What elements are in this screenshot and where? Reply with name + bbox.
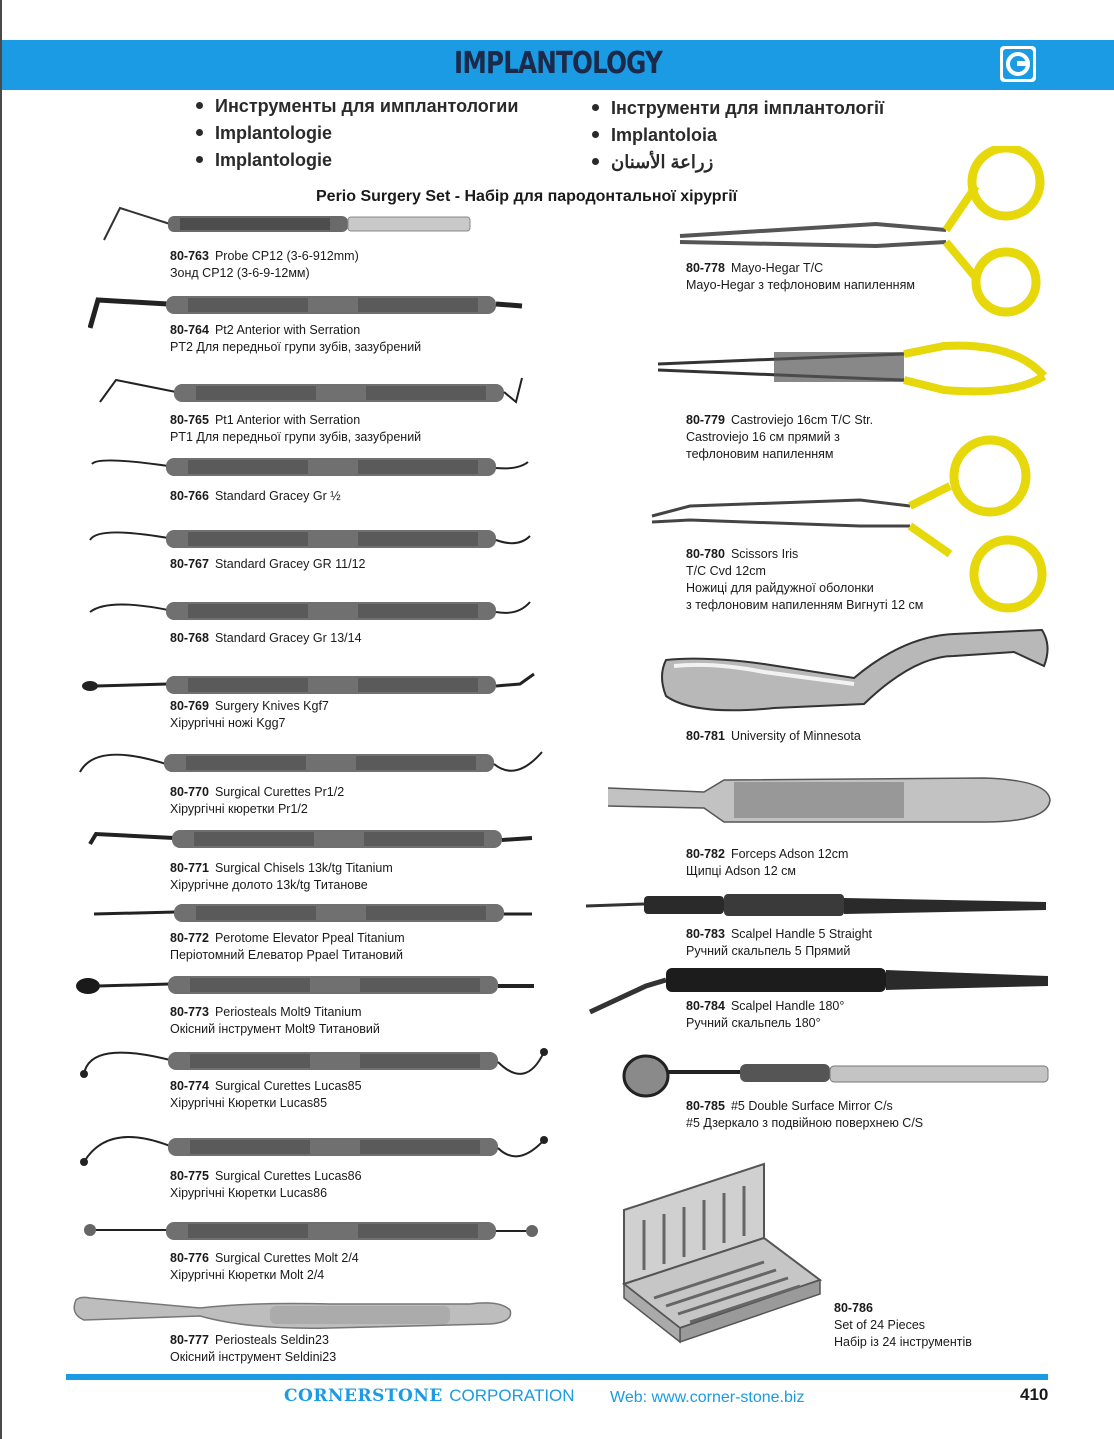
instrument-scalpel-straight-image xyxy=(584,888,1054,922)
instrument-entry: 80-768 Standard Gracey Gr 13/14 xyxy=(170,631,362,645)
instrument-entry: 80-764 Pt2 Anterior with Serration PT2 Для передньої групи зубів, зазубрений xyxy=(170,323,422,354)
instrument-entry: 80-765 Pt1 Anterior with Serration PT1 Для передньої групи зубів, зазубрений xyxy=(170,413,422,444)
instrument-entry: 80-778 Mayo-Hegar T/C Mayo-Hegar з тефлоновим напиленням xyxy=(686,261,915,292)
instrument-entry: 80-773 Periosteals Molt9 Titanium Окісний інструмент Molt9 Титановий xyxy=(170,1005,380,1036)
footer-company: CORNERSTONE CORPORATION xyxy=(284,1386,575,1406)
instrument-entry: 80-785 #5 Double Surface Mirror C/s #5 Дзеркало з подвійною поверхнею C/S xyxy=(686,1099,924,1130)
page-number: 410 xyxy=(1020,1385,1049,1404)
instrument-entry: 80-780 Scissors Iris T/C Cvd 12cm Ножиці для райдужної оболонки з тефлоновим напиленням Вигнуті 12 см xyxy=(686,547,924,612)
instrument-cassette-image xyxy=(614,1160,830,1346)
instrument-entry: 80-774 Surgical Curettes Lucas85 Хірургічні Кюретки Lucas85 xyxy=(170,1079,362,1110)
instrument-curette-lucas86-image xyxy=(78,1126,552,1172)
instrument-entry: 80-772 Perotome Elevator Ppeal Titanium Періотомний Елеватор Ppael Титановий xyxy=(170,931,405,962)
instrument-curette-pr12-image xyxy=(76,742,546,782)
footer-web-link[interactable]: Web: www.corner-stone.biz xyxy=(610,1389,805,1406)
instrument-entry: 80-781 University of Minnesota xyxy=(686,729,861,743)
instrument-entry: 80-776 Surgical Curettes Molt 2/4 Хірургічні Кюретки Molt 2/4 xyxy=(170,1251,359,1282)
language-item: Implantologie xyxy=(196,123,332,144)
instrument-surgery-knife-image xyxy=(80,668,540,698)
instrument-entry: 80-767 Standard Gracey GR 11/12 xyxy=(170,557,366,571)
instrument-curette-molt24-image xyxy=(80,1216,546,1246)
instrument-chisel-image xyxy=(86,824,536,854)
instrument-periotome-image xyxy=(92,898,536,928)
language-item: زراعة الأسنان xyxy=(592,152,713,173)
instrument-gracey-12-image xyxy=(88,452,534,482)
language-item: Інструменти для імплантології xyxy=(592,98,884,119)
instrument-entry: 80-786 Set of 24 Pieces Набір із 24 інструментів xyxy=(834,1301,972,1349)
instrument-entry: 80-763 Probe CP12 (3-6-912mm) Зонд CP12 (3-6-9-12мм) xyxy=(170,249,359,280)
instrument-entry: 80-782 Forceps Adson 12cm Щипці Adson 12 см xyxy=(686,847,849,878)
instrument-castroviejo-image xyxy=(654,336,1054,406)
page-edge-rule xyxy=(0,0,2,1439)
instrument-entry: 80-777 Periosteals Seldin23 Окісний інструмент Seldini23 xyxy=(170,1333,337,1364)
instrument-gracey-1314-image xyxy=(88,596,534,626)
instrument-seldin-image xyxy=(70,1294,520,1334)
set-title: Perio Surgery Set - Набір для пародонтальної хірургії xyxy=(316,188,738,205)
page-title: IMPLANTOLOGY xyxy=(454,46,662,81)
cornerstone-logo-icon xyxy=(998,44,1038,84)
instrument-periosteal-molt9-image xyxy=(74,970,544,1000)
instrument-entry: 80-784 Scalpel Handle 180° Ручний скальпель 180° xyxy=(686,999,845,1030)
instrument-minnesota-retractor-image xyxy=(654,626,1054,718)
language-item: Инструменты для имплантологии xyxy=(196,96,518,117)
instrument-gracey-1112-image xyxy=(88,522,534,554)
instrument-entry: 80-775 Surgical Curettes Lucas86 Хірургічні Кюретки Lucas86 xyxy=(170,1169,362,1200)
instrument-probe-image xyxy=(100,200,480,250)
instrument-dental-mirror-image xyxy=(620,1050,1054,1100)
instrument-entry: 80-766 Standard Gracey Gr ½ xyxy=(170,489,341,503)
instrument-pt1-image xyxy=(96,372,526,412)
instrument-entry: 80-770 Surgical Curettes Pr1/2 Хірургічні кюретки Pr1/2 xyxy=(170,785,345,816)
instrument-entry: 80-769 Surgery Knives Kgf7 Хірургічні ножі Kgg7 xyxy=(170,699,329,730)
header-bar xyxy=(2,40,1114,90)
language-item: Implantologie xyxy=(196,150,332,171)
language-item: Implantoloia xyxy=(592,125,717,146)
instrument-entry: 80-783 Scalpel Handle 5 Straight Ручний скальпель 5 Прямий xyxy=(686,927,872,958)
instrument-adson-forceps-image xyxy=(604,766,1054,834)
instrument-entry: 80-779 Castroviejo 16cm T/C Str. Castroviejo 16 см прямий з тефлоновим напиленням xyxy=(686,413,874,461)
instrument-entry: 80-771 Surgical Chisels 13k/tg Titanium Хірургічне долото 13k/tg Титанове xyxy=(170,861,393,892)
footer-rule xyxy=(66,1374,1048,1380)
